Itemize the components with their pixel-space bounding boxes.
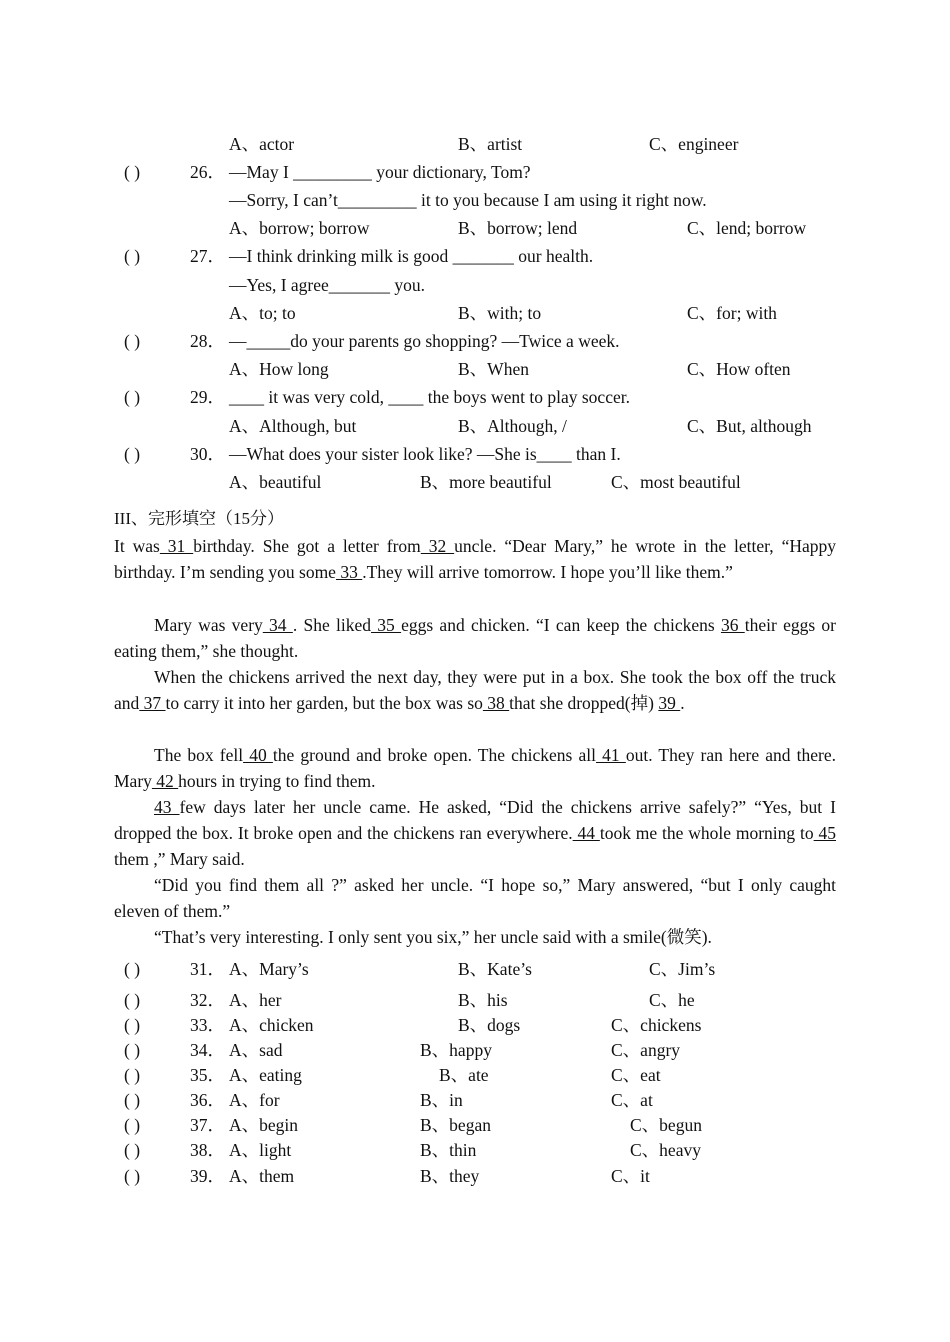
q27-line2: —Yes, I agree_______ you. [229,275,426,295]
blank-41: 41 [596,745,626,765]
blank-36: 36 [720,615,745,635]
q32-answer-paren: ( ) [124,990,141,1010]
passage-paragraph-6: “Did you find them all ?” asked her uncle. “I hope so,” Mary answered, “but I only caught eleven of them.” [114,875,836,921]
q30-line1: —What does your sister look like? —She is____ than I. [229,444,621,464]
q33-option-a: A、chicken [229,1015,314,1035]
q35-option-c: C、eat [611,1065,661,1085]
q26-option-a: A、borrow; borrow [229,218,370,238]
q32-option-a: A、her [229,990,282,1010]
q36-option-a: A、for [229,1090,280,1110]
q38-number: 38． [190,1140,225,1160]
q36-answer-paren: ( ) [124,1090,141,1110]
q28-line1: —_____do your parents go shopping? —Twice a week. [229,331,620,351]
q26-answer-paren: ( ) [124,162,141,182]
q27-option-c: C、for; with [687,303,777,323]
q37-option-b: B、began [420,1115,491,1135]
q28-option-a: A、How long [229,359,329,379]
blank-34: 34 [262,615,293,635]
q26-option-c: C、lend; borrow [687,218,807,238]
q39-answer-paren: ( ) [124,1166,141,1186]
q32-option-c: C、he [649,990,695,1010]
q39-option-a: A、them [229,1166,295,1186]
q38-option-a: A、light [229,1140,292,1160]
blank-44: 44 [572,823,600,843]
q38-option-b: B、thin [420,1140,477,1160]
q27-number: 27． [190,246,225,266]
blank-31: 31 [159,536,194,556]
q36-option-c: C、at [611,1090,653,1110]
q35-option-a: A、eating [229,1065,302,1085]
q26-line1: —May I _________ your dictionary, Tom? [229,162,531,182]
q29-answer-paren: ( ) [124,387,141,407]
q29-option-c: C、But, although [687,416,812,436]
q30-option-b: B、more beautiful [420,472,552,492]
q35-number: 35． [190,1065,225,1085]
q33-option-b: B、dogs [458,1015,521,1035]
q39-number: 39． [190,1166,225,1186]
q28-number: 28． [190,331,225,351]
blank-40: 40 [243,745,273,765]
q33-answer-paren: ( ) [124,1015,141,1035]
q33-option-c: C、chickens [611,1015,702,1035]
q35-option-b: B、ate [439,1065,489,1085]
q31-option-a: A、Mary’s [229,959,309,979]
q32-option-b: B、his [458,990,508,1010]
q37-option-c: C、begun [630,1115,702,1135]
q34-option-c: C、angry [611,1040,681,1060]
q39-option-c: C、it [611,1166,650,1186]
q31-answer-paren: ( ) [124,959,141,979]
q26-line2: —Sorry, I can’t_________ it to you because I am using it right now. [229,190,707,210]
q25-option-c: C、engineer [649,134,739,154]
q37-answer-paren: ( ) [124,1115,141,1135]
q25-option-b: B、artist [458,134,523,154]
passage-paragraph-4: The box fell 40 the ground and broke open. The chickens all 41 out. They ran here and there. Mary 42 hours in trying to find them. [114,745,837,791]
q37-number: 37． [190,1115,225,1135]
q30-option-c: C、most beautiful [611,472,741,492]
passage-paragraph-3: When the chickens arrived the next day, they were put in a box. She took the box off the truck and 37 to carry it into her garden, but the box was so 38 that she dropped(掉) 39 . [114,667,836,713]
q32-number: 32． [190,990,225,1010]
blank-38: 38 [482,693,510,713]
q27-option-a: A、to; to [229,303,296,323]
q34-answer-paren: ( ) [124,1040,141,1060]
q29-option-a: A、Although, but [229,416,357,436]
q37-option-a: A、begin [229,1115,299,1135]
blank-37: 37 [139,693,166,713]
q30-answer-paren: ( ) [124,444,141,464]
q29-line1: ____ it was very cold, ____ the boys went to play soccer. [229,387,630,407]
q36-number: 36． [190,1090,225,1110]
q26-number: 26． [190,162,225,182]
q26-option-b: B、borrow; lend [458,218,578,238]
passage-paragraph-7: “That’s very interesting. I only sent you six,” her uncle said with a smile(微笑). [154,927,712,947]
q36-option-b: B、in [420,1090,463,1110]
q28-option-c: C、How often [687,359,791,379]
q28-answer-paren: ( ) [124,331,141,351]
passage-paragraph-1: It was 31 birthday. She got a letter from 32 uncle. “Dear Mary,” he wrote in the letter, “Happy birthday. I’m sending you some 33 .They will arrive tomorrow. I hope you’ll like them.” [114,536,837,582]
blank-35: 35 [371,615,402,635]
blank-39: 39 [658,693,681,713]
q29-option-b: B、Although, / [458,416,567,436]
q34-option-b: B、happy [420,1040,492,1060]
q38-answer-paren: ( ) [124,1140,141,1160]
section-heading-cloze: III、完形填空（15分） [114,509,284,528]
q27-line1: —I think drinking milk is good _______ our health. [229,246,594,266]
q34-option-a: A、sad [229,1040,283,1060]
q30-number: 30． [190,444,225,464]
blank-43: 43 [154,797,180,817]
q27-option-b: B、with; to [458,303,542,323]
q38-option-c: C、heavy [630,1140,701,1160]
q27-answer-paren: ( ) [124,246,141,266]
passage-paragraph-2: Mary was very 34 . She liked 35 eggs and chicken. “I can keep the chickens 36 their eggs or eating them,” she thought. [114,615,837,661]
q31-option-b: B、Kate’s [458,959,532,979]
passage-paragraph-5: 43 few days later her uncle came. He asked, “Did the chickens arrive safely?” “Yes, but I dropped the box. It broke open and the chickens ran everywhere. 44 took me the whole morning to 45 them ,” Mary said. [114,797,837,869]
q28-option-b: B、When [458,359,529,379]
q25-option-a: A、actor [229,134,295,154]
q39-option-b: B、they [420,1166,480,1186]
blank-45: 45 [813,823,836,843]
q35-answer-paren: ( ) [124,1065,141,1085]
q33-number: 33． [190,1015,225,1035]
q34-number: 34． [190,1040,225,1060]
blank-33: 33 [335,562,363,582]
blank-32: 32 [420,536,455,556]
q31-number: 31． [190,959,225,979]
q30-option-a: A、beautiful [229,472,322,492]
q29-number: 29． [190,387,225,407]
q31-option-c: C、Jim’s [649,959,716,979]
blank-42: 42 [151,771,179,791]
